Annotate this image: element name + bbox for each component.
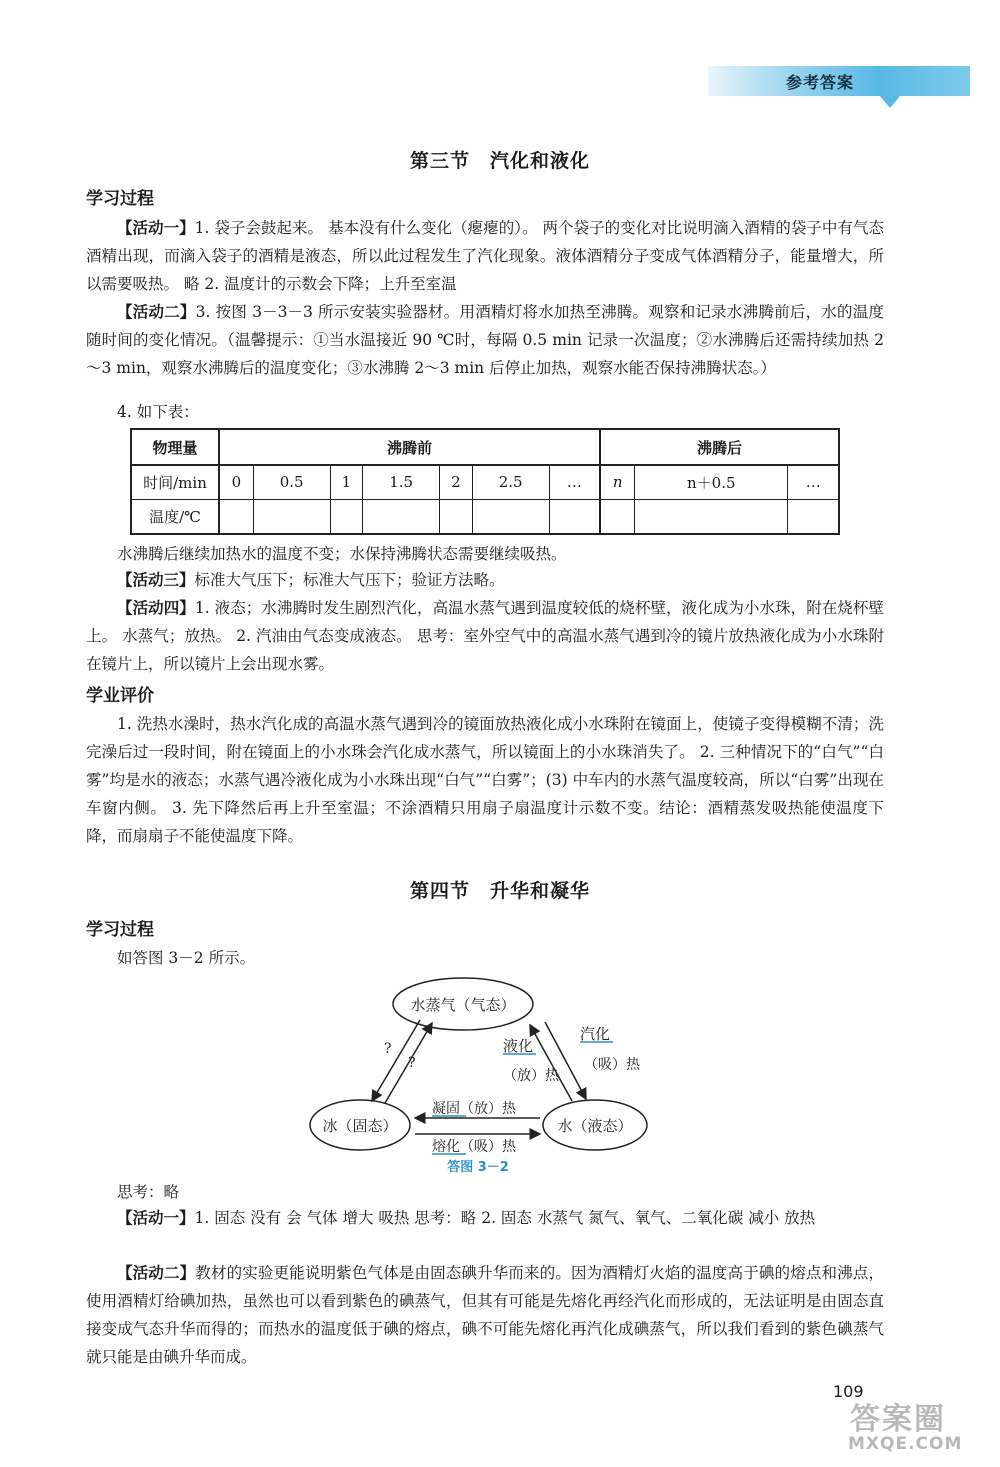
activity-text: 1. 袋子会鼓起来。 基本没有什么变化（瘪瘪的）。 两个袋子的变化对比说明滴入酒精的袋子中有气态酒精出现，而滴入袋子的酒精是液态，所以此过程发生了汽化现象。液体酒精分子变成气体酒精分子，能量增大，所以需要吸热。 略 2. 温度计的示数会下降；上升至室温 <box>86 219 884 293</box>
activity-tag: 【活动一】 <box>117 219 195 237</box>
table-header-before: 沸腾前 <box>219 429 600 465</box>
upper-right-process-label: 汽化 <box>580 1025 611 1043</box>
activity-tag: 【活动二】 <box>117 1264 196 1282</box>
row-label-temperature: 温度/℃ <box>131 499 219 534</box>
learning-process-heading: 学习过程 <box>86 920 154 940</box>
activity-2-paragraph <box>86 298 884 382</box>
table-cell: n＋0.5 <box>635 465 788 499</box>
table-cell: … <box>788 465 839 499</box>
left-node-label: 冰（固态） <box>322 1117 398 1135</box>
section-4-title: 第四节 升华和凝华 <box>409 880 590 902</box>
question-mark-1: ? <box>384 1041 392 1057</box>
table-cell-empty <box>219 499 253 534</box>
activity-text: 1. 液态；水沸腾时发生剧烈汽化，高温水蒸气遇到温度较低的烧杯壁，液化成为小水珠，附在烧杯壁上。 水蒸气；放热。 2. 汽油由气态变成液态。 思考：室外空气中的高温水蒸气遇到冷的镜片放热液化成为小水珠附在镜片上，所以镜片上会出现水雾。 <box>86 599 884 673</box>
upper-right-heat-label: （吸）热 <box>584 1057 640 1073</box>
table-cell: … <box>549 465 600 499</box>
table-cell: 0 <box>219 465 253 499</box>
page-number: 109 <box>833 1382 864 1401</box>
table-cell-empty <box>330 499 363 534</box>
state-change-diagram <box>300 975 680 1175</box>
table-cell: 2 <box>440 465 473 499</box>
arrow-liquid-to-gas <box>530 1025 572 1101</box>
question-mark-2: ? <box>408 1055 416 1071</box>
activity-text: 3. 按图 3－3－3 所示安装实验器材。用酒精灯将水加热至沸腾。观察和记录水沸腾前后，水的温度随时间的变化情况。（温馨提示：①当水温接近 90 ℃时，每隔 0.5 min 记录一次温度；②水沸腾后还需持续加热 2～3 min，观察水沸腾后的温度变化；③水沸腾 2～3 min 后停止加热，观察水能否保持沸腾状态。） <box>86 303 884 377</box>
diagram-intro: 如答图 3－2 所示。 <box>117 949 256 967</box>
table-cell-empty <box>788 499 839 534</box>
table-cell-empty <box>600 499 635 534</box>
row-label-time: 时间/min <box>131 465 219 499</box>
activity-tag: 【活动一】 <box>117 1209 195 1227</box>
upper-left-process-label: 液化 <box>503 1037 534 1055</box>
table-cell: 1.5 <box>363 465 440 499</box>
learning-process-heading: 学习过程 <box>86 189 154 209</box>
table-cell-empty <box>635 499 788 534</box>
activity-1-paragraph <box>86 1204 884 1232</box>
table-cell-empty <box>472 499 549 534</box>
diagram-caption: 答图 3－2 <box>447 1160 509 1175</box>
banner-label: 参考答案 <box>786 73 855 92</box>
watermark-top-text: 答案圈 <box>850 1402 946 1437</box>
table-cell: 0.5 <box>253 465 330 499</box>
table-header-quantity: 物理量 <box>131 429 219 465</box>
table-cell: 1 <box>330 465 363 499</box>
activity-tag: 【活动二】 <box>117 303 196 321</box>
right-node-label: 水（液态） <box>557 1117 633 1135</box>
top-node-label: 水蒸气（气态） <box>410 996 516 1014</box>
table-cell-empty <box>440 499 473 534</box>
melting-label: 熔化（吸）热 <box>432 1139 516 1155</box>
freezing-label: 凝固（放）热 <box>432 1101 516 1117</box>
item-4-text: 4. 如下表： <box>117 403 199 421</box>
activity-3-paragraph <box>86 566 884 594</box>
activity-4-paragraph <box>86 594 884 678</box>
table-cell-empty <box>549 499 600 534</box>
activity-tag: 【活动四】 <box>117 599 195 617</box>
table-cell: n <box>600 465 635 499</box>
upper-left-heat-label: （放）热 <box>503 1068 559 1084</box>
activity-text: 教材的实验更能说明紫色气体是由固态碘升华而来的。因为酒精灯火焰的温度高于碘的熔点和沸点，使用酒精灯给碘加热，虽然也可以看到紫色的碘蒸气，但其有可能是先熔化再经汽化而形成的，无法证明是由固态直接变成气态升华而得的；而热水的温度低于碘的熔点，碘不可能先熔化再汽化成碘蒸气，所以我们看到的紫色碘蒸气就只能是由碘升华而成。 <box>86 1264 884 1366</box>
section-3-title: 第三节 汽化和液化 <box>409 150 590 172</box>
table-cell-empty <box>253 499 330 534</box>
evaluation-paragraph: 1. 洗热水澡时，热水汽化成的高温水蒸气遇到冷的镜面放热液化成小水珠附在镜面上，使镜子变得模糊不清；洗完澡后过一段时间，附在镜面上的小水珠会汽化成水蒸气，所以镜面上的小水珠消失了。 2. 三种情况下的“白气”“白雾”均是水的液态；水蒸气遇冷液化成为小水珠出现“白气”“白雾”；(3) 中车内的水蒸气温度较高，所以“白雾”出现在车窗内侧。 3. 先下降然后再上升至室温；不涂酒精只用扇子扇温度计示数不变。结论：酒精蒸发吸热能使温度下降，而扇扇子不能使温度下降。 <box>86 715 884 845</box>
banner-pointer <box>880 96 900 108</box>
temperature-table <box>130 428 840 535</box>
table-cell: 2.5 <box>472 465 549 499</box>
think-text: 思考：略 <box>117 1183 180 1201</box>
after-table-text: 水沸腾后继续加热水的温度不变；水保持沸腾状态需要继续吸热。 <box>117 545 567 563</box>
table-cell-empty <box>363 499 440 534</box>
watermark-bottom-text: MXQE.COM <box>848 1434 963 1454</box>
academic-evaluation-heading: 学业评价 <box>86 686 154 706</box>
activity-text: 1. 固态 没有 会 气体 增大 吸热 思考：略 2. 固态 水蒸气 氮气、氧气、二氧化碳 减小 放热 <box>194 1209 816 1227</box>
watermark-logo <box>830 1390 990 1462</box>
activity-text: 标准大气压下；标准大气压下；验证方法略。 <box>194 571 505 589</box>
activity-tag: 【活动三】 <box>117 571 195 589</box>
table-header-after: 沸腾后 <box>600 429 839 465</box>
activity-1-paragraph <box>86 214 884 298</box>
activity-2-paragraph <box>86 1259 884 1371</box>
